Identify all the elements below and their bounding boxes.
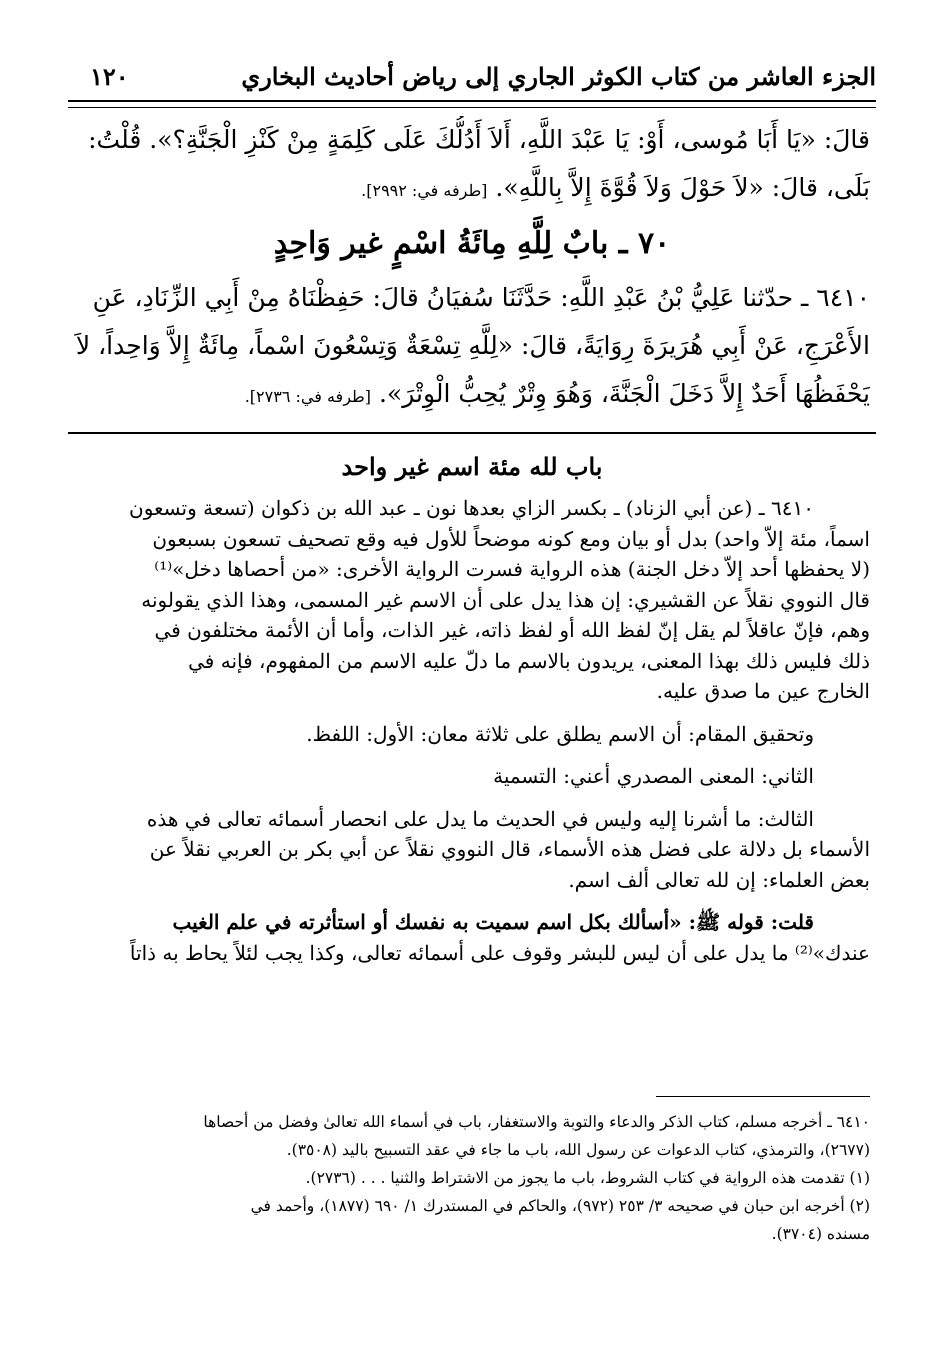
footnotes: [74, 1108, 870, 1248]
commentary-line: اسماً، مئة إلاّ واحد) بدل أو بيان ومع كونه موضحاً للأول فيه وقع تصحيف تسعون بسبعون: [152, 526, 870, 551]
text-line: قالَ: «يَا أَبَا مُوسى، أَوْ: يَا عَبْدَ اللَّهِ، أَلاَ أَدُلُّكَ عَلَى كَلِمَةٍ مِنْ كَنْزِ الْجَنَّةِ؟». قُلْتُ:: [88, 125, 870, 154]
footnote-line: مسنده (٣٧٠٤).: [771, 1225, 870, 1243]
commentary-heading: باب لله مئة اسم غير واحد: [341, 452, 603, 481]
running-header: [68, 56, 876, 100]
commentary-line: (لا يحفظها أحد إلاّ دخل الجنة) هذه الرواية فسرت الرواية الأخرى: «من أحصاها دخل»⁽¹⁾: [154, 557, 870, 581]
footnote-line: (٢) أخرجه ابن حبان في صحيحه ٣/ ٢٥٣ (٩٧٢)، والحاكم في المستدرك ١/ ٦٩٠ (١٨٧٧)، وأحمد في: [250, 1197, 870, 1215]
commentary-line: قلت: قوله ﷺ: «أسألك بكل اسم سميت به نفسك أو استأثرته في علم الغيب: [172, 910, 814, 934]
commentary-line: الخارج عين ما صدق عليه.: [656, 679, 870, 703]
commentary-body: [70, 493, 870, 968]
commentary-line: وتحقيق المقام: أن الاسم يطلق على ثلاثة معان: الأول: اللفظ.: [306, 721, 814, 746]
commentary-line: عندك»⁽²⁾ ما يدل على أن ليس للبشر وقوف على أسمائه تعالى، وكذا يجب لئلاً يحاط به ذاتاً: [129, 940, 870, 965]
commentary-line: ذلك فليس ذلك بهذا المعنى، يريدون بالاسم ما دلّ عليه الاسم من المفهوم، فإنه في: [188, 648, 870, 673]
footnote-line: (١) تقدمت هذه الرواية في كتاب الشروط، باب ما يجوز من الاشتراط والثنيا . . . (٢٧٣٦).: [305, 1169, 870, 1187]
commentary-line: الأسماء بل دلالة على فضل هذه الأسماء، قال النووي نقلاً عن أبي بكر بن العربي نقلاً عن: [149, 837, 870, 861]
commentary-line: الثاني: المعنى المصدري أعني: التسمية: [493, 764, 814, 788]
commentary-line: بعض العلماء: إن لله تعالى ألف اسم.: [568, 867, 870, 892]
text-line: ٦٤١٠ ـ حدّثنا عَلِيُّ بْنُ عَبْدِ اللَّهِ: حَدَّثَنَا سُفيَانُ قالَ: حَفِظْنَاهُ مِنْ أَبِي الزِّنَادِ، عَنِ: [92, 283, 870, 312]
page-number: ١٢٠: [90, 62, 129, 91]
footnote-line: (٢٦٧٧)، والترمذي، كتاب الدعوات عن رسول الله، باب ما جاء في عقد التسبيح باليد (٣٥٠٨).: [286, 1141, 870, 1159]
running-title: الجزء العاشر من كتاب الكوثر الجاري إلى رياض أحاديث البخاري: [241, 62, 876, 91]
hadith-continuation: [66, 116, 870, 212]
commentary-line: الثالث: ما أشرنا إليه وليس في الحديث ما يدل على انحصار أسمائه تعالى في هذه: [146, 806, 814, 831]
text-line: يَحْفَظُهَا أَحَدٌ إِلاَّ دَخَلَ الْجَنَّةَ، وَهُوَ وِتْرٌ يُحِبُّ الْوِتْرَ». [طرفه في: ٢٧٣٦].: [244, 379, 870, 408]
footnote-line: ٦٤١٠ ـ أخرجه مسلم، كتاب الذكر والدعاء والتوبة والاستغفار، باب في أسماء الله تعالىٰ وفضل من أحصاها: [203, 1113, 870, 1131]
hadith-text: [66, 274, 870, 418]
text-line: الأَعْرَجِ، عَنْ أَبِي هُرَيرَةَ رِوَايَةً، قالَ: «لِلَّهِ تِسْعَةٌ وَتِسْعُونَ اسْماً، مِائَةٌ إِلاَّ وَاحِداً، لاَ: [75, 331, 870, 360]
text-line: بَلَى، قالَ: «لاَ حَوْلَ وَلاَ قُوَّةَ إِلاَّ بِاللَّهِ». [طرفه في: ٢٩٩٢].: [361, 173, 870, 202]
section-divider: [68, 432, 876, 434]
cross-reference: [طرفه في: ٢٧٣٦].: [244, 387, 371, 406]
footnote-rule: [656, 1096, 870, 1097]
cross-reference: [طرفه في: ٢٩٩٢].: [361, 181, 488, 200]
commentary-line: ٦٤١٠ ـ (عن أبي الزناد) ـ بكسر الزاي بعدها نون ـ عبد الله بن ذكوان (تسعة وتسعون: [129, 496, 814, 520]
commentary-line: قال النووي نقلاً عن القشيري: إن هذا يدل على أن الاسم غير المسمى، وهذا الذي يقولونه: [141, 587, 870, 612]
header-rule: [68, 100, 876, 108]
commentary-line: وهم، فإنّ عاقلاً لم يقل إنّ لفظ الله أو لفظ ذاته، غير الذات، وأما أن الأئمة مختلفون في: [154, 618, 870, 642]
chapter-heading: ٧٠ ـ بابٌ لِلَّهِ مِائَةُ اسْمٍ غير وَاحِدٍ: [273, 226, 671, 261]
